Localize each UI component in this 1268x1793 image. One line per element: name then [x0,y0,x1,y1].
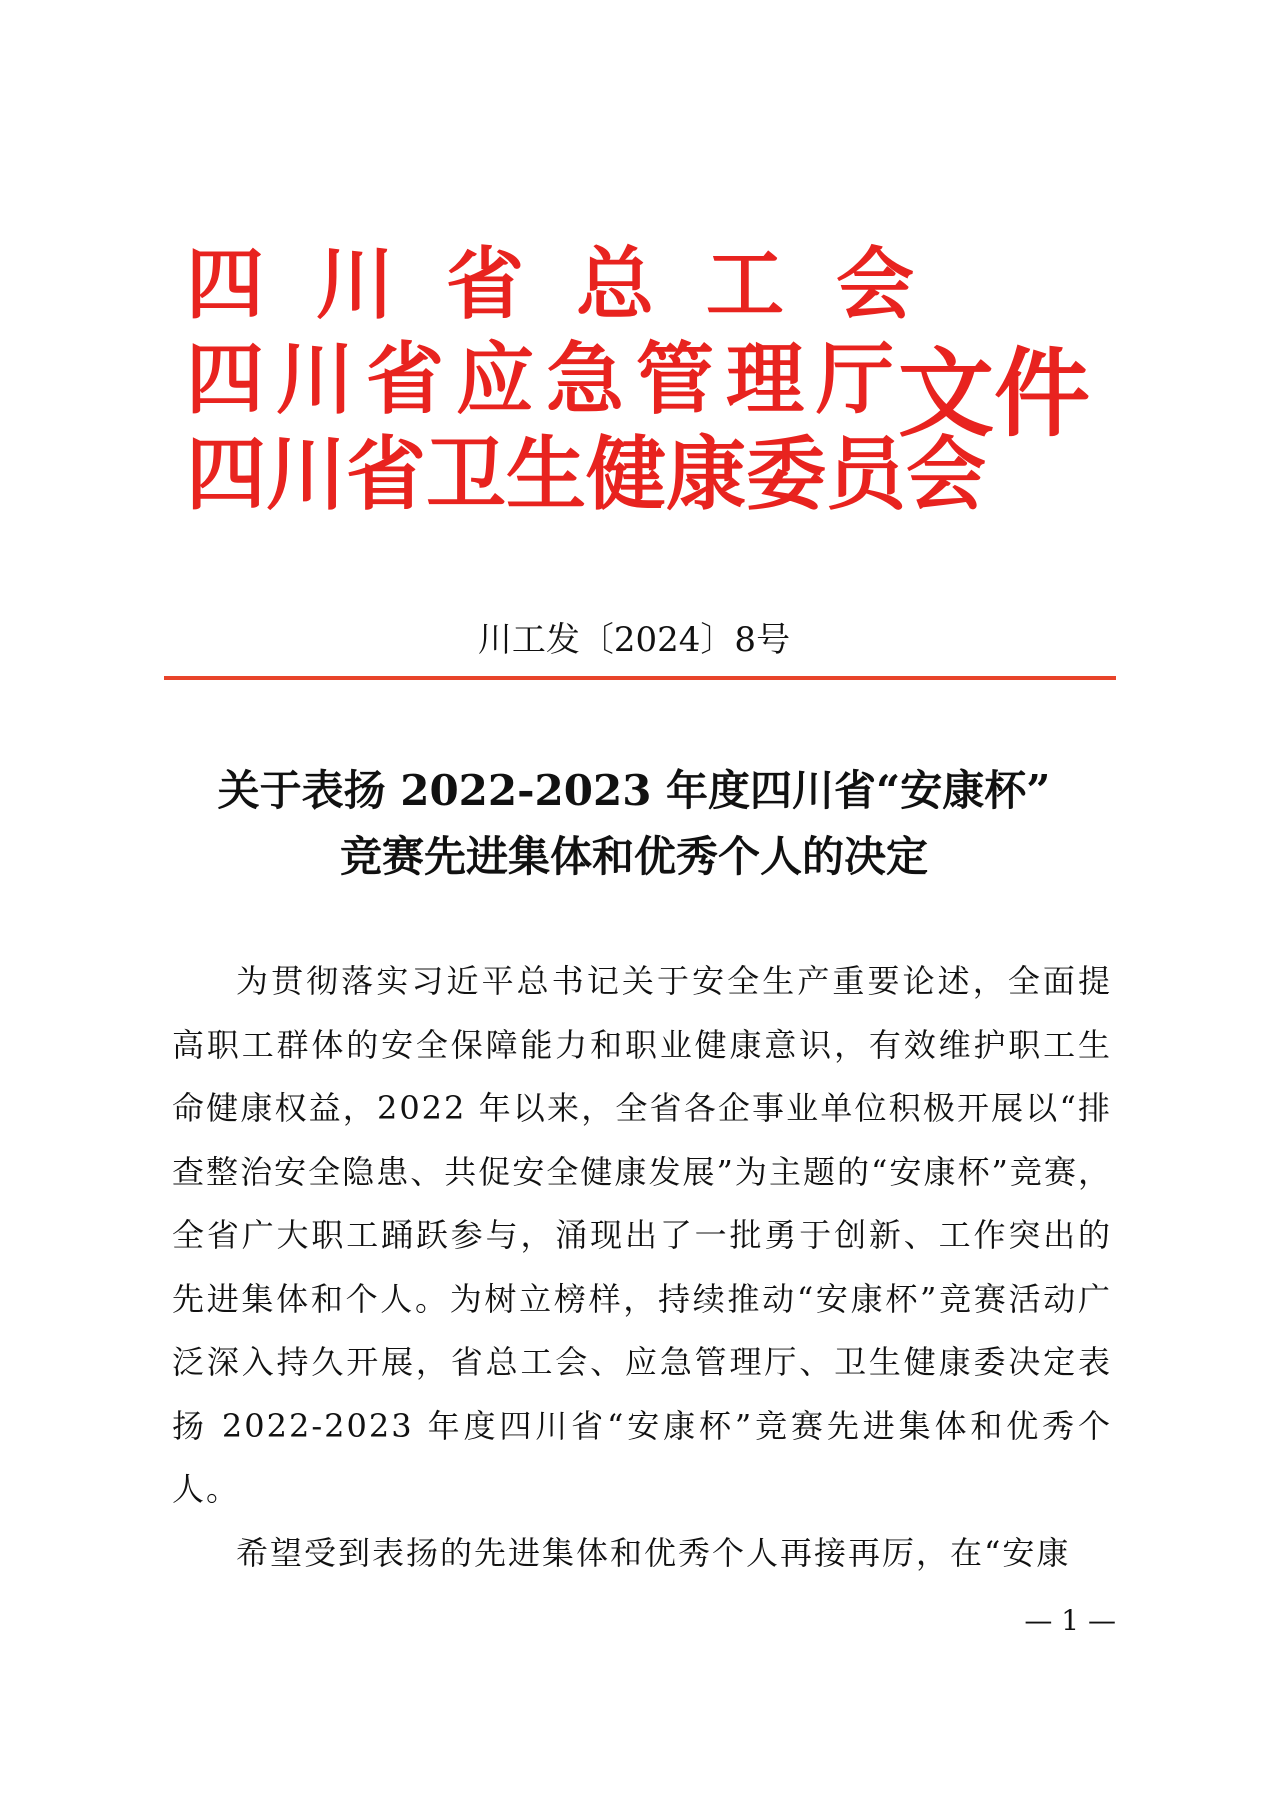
issuer-name: 四川省应急管理厅 [186,335,907,425]
body-paragraph: 希望受到表扬的先进集体和优秀个人再接再厉，在“安康 [236,1533,1071,1572]
page-number: — 1 — [1024,1604,1116,1637]
title-line: 关于表扬 2022-2023 年度四川省“安康杯” [217,766,1051,815]
issuer-name: 四川省卫生健康委员会 [186,428,986,521]
title-line: 竞赛先进集体和优秀个人的决定 [339,832,928,881]
doc-type-label: 文件 [898,338,1090,450]
issuer-name: 四川省总工会 [186,240,967,330]
document-body [172,950,1112,1585]
document-number: 川工发〔2024〕8号 [477,620,791,660]
document-title [140,758,1128,890]
red-header [186,240,1106,520]
body-paragraph: 为贯彻落实习近平总书记关于安全生产重要论述，全面提高职工群体的安全保障能力和职业健康意识，有效维护职工生命健康权益，2022 年以来，全省各企事业单位积极开展以“排查整治安全隐患、共促安全健康发展”为主题的“安康杯”竞赛，全省广大职工踊跃参与，涌现出了一批勇于创新、工作突出的先进集体和个人。为树立榜样，持续推动“安康杯”竞赛活动广泛深入持久开展，省总工会、应急管理厅、卫生健康委决定表扬 2022-2023 年度四川省“安康杯”竞赛先进集体和优秀个人。 [172,962,1112,1508]
red-divider [164,676,1116,680]
